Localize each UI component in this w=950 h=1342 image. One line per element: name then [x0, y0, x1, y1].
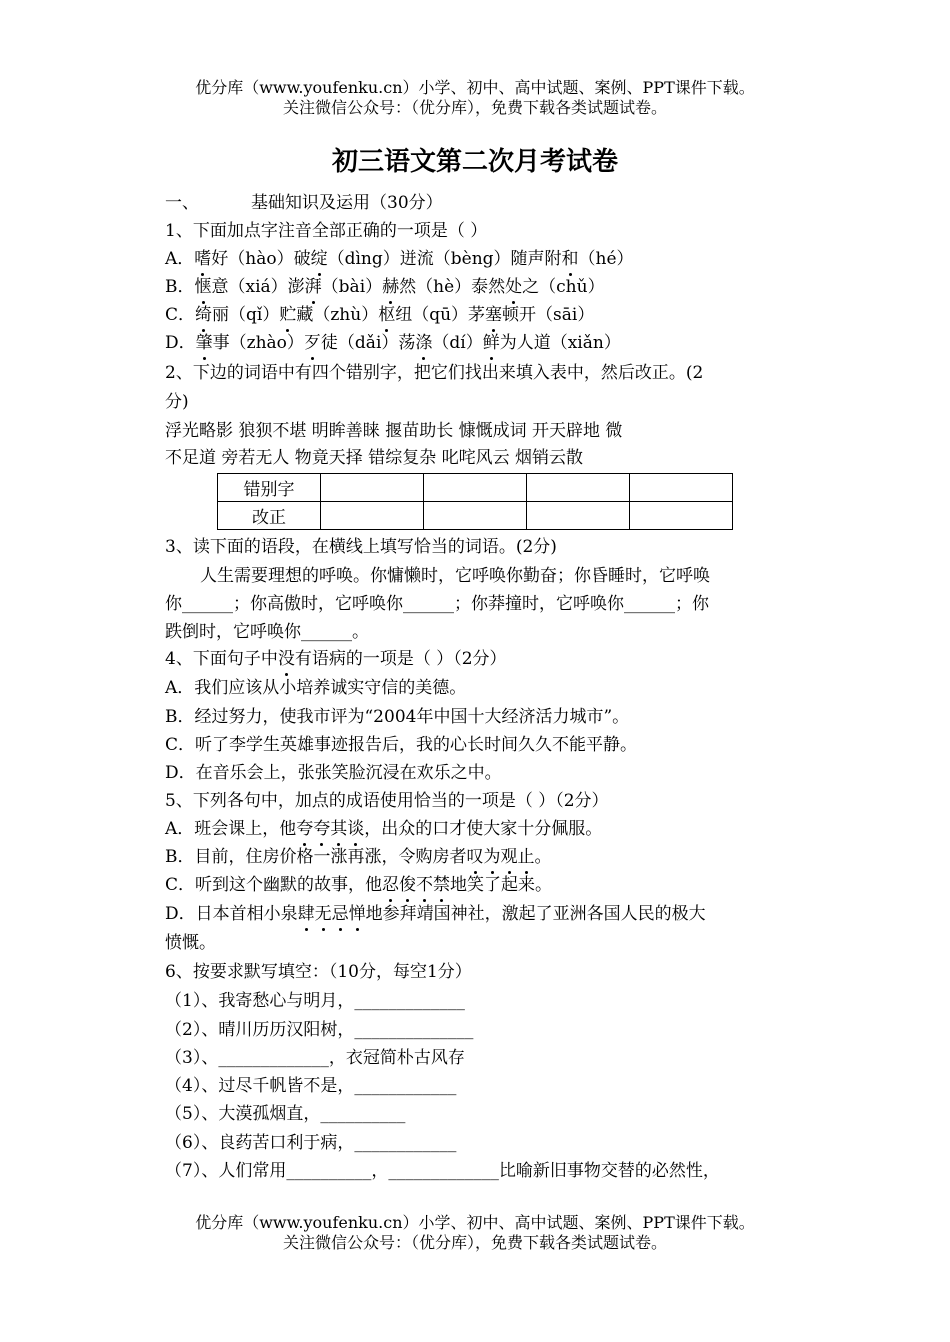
table-cell[interactable] [630, 502, 733, 530]
table-cell[interactable] [424, 502, 527, 530]
header-line-1: 优分库（www.youfenku.cn）小学、初中、高中试题、案例、PPT课件下载。 [195, 78, 755, 97]
q5-option-c: C．听到这个幽默的故事，他忍俊不禁地笑了起来。 [165, 875, 553, 895]
q6-item-4: （4）、过尽千帆皆不是，____________ [165, 1076, 457, 1096]
q3-stem: 3、读下面的语段，在横线上填写恰当的词语。(2分) [165, 537, 557, 557]
q4-option-b: B．经过努力，使我市评为“2004年中国十大经济活力城市”。 [165, 707, 630, 727]
footer-line-2: 关注微信公众号：（优分库），免费下载各类试题试卷。 [282, 1233, 667, 1252]
q4-option-a: A．我们应该从小培养诚实守信的美德。 [165, 678, 467, 698]
table-cell[interactable] [630, 474, 733, 502]
header-line-2: 关注微信公众号：（优分库），免费下载各类试题试卷。 [282, 98, 667, 117]
q5-option-b: B．目前，住房价格一涨再涨，令购房者叹为观止。 [165, 847, 552, 867]
q4-option-d: D．在音乐会上，张张笑脸沉浸在欢乐之中。 [165, 763, 502, 783]
page-title: 初三语文第二次月考试卷 [331, 147, 618, 177]
q6-item-7: （7）、人们常用__________，_____________比喻新旧事物交替的必然性， [165, 1161, 720, 1181]
footer-line-1: 优分库（www.youfenku.cn）小学、初中、高中试题、案例、PPT课件下载。 [195, 1213, 755, 1232]
q6-stem: 6、按要求默写填空：（10分，每空1分） [165, 962, 472, 982]
q3-paragraph-2: 你______；你高傲时，它呼唤你______；你莽撞时，它呼唤你______；你 [165, 594, 709, 614]
table-cell[interactable] [424, 474, 527, 502]
q6-item-3: （3）、_____________，衣冠简朴古风存 [165, 1048, 465, 1068]
q5-stem: 5、下列各句中，加点的成语使用恰当的一项是（ ）（2分） [165, 791, 609, 811]
q6-item-2: （2）、晴川历历汉阳树，______________ [165, 1020, 474, 1040]
table-cell[interactable] [527, 502, 630, 530]
table-cell[interactable] [321, 502, 424, 530]
q2-words-line-2: 不足道 旁若无人 物竟天择 错综复杂 叱咤风云 烟销云散 [165, 448, 584, 468]
q5-option-d: D．日本首相小泉肆无忌惮地参拜靖国神社，激起了亚洲各国人民的极大 [165, 904, 706, 924]
section-1-heading [165, 192, 443, 214]
table-label-correct: 改正 [218, 502, 321, 530]
table-row [218, 502, 733, 530]
q2-stem: 2、下边的词语中有四个错别字，把它们找出来填入表中，然后改正。(2 [165, 363, 704, 383]
q5-option-a: A．班会课上，他夸夸其谈，出众的口才使大家十分佩服。 [165, 819, 603, 839]
section-number: 一、 [165, 193, 199, 213]
table-row [218, 474, 733, 502]
q6-item-1: （1）、我寄愁心与明月，_____________ [165, 991, 465, 1011]
q2-stem-end: 分) [165, 392, 189, 412]
q2-words-line-1: 浮光略影 狼狈不堪 明眸善睐 揠苗助长 慷慨成词 开天辟地 微 [165, 421, 623, 441]
table-label-wrong: 错别字 [218, 474, 321, 502]
q1-option-b: B．惬意（xiá）澎湃（bài）赫然（hè）泰然处之（chǔ） [165, 277, 605, 297]
q4-stem: 4、下面句子中没有语病的一项是（ ）（2分） [165, 649, 507, 669]
q6-item-5: （5）、大漠孤烟直，__________ [165, 1104, 406, 1124]
q1-option-a: A．嗜好（hào）破绽（dìng）迸流（bèng）随声附和（hé） [165, 249, 634, 269]
q6-item-6: （6）、良药苦口利于病，____________ [165, 1133, 457, 1153]
table-cell[interactable] [321, 474, 424, 502]
q1-option-c: C．绮丽（qǐ）贮藏（zhù）枢纽（qū）茅塞顿开（sāi） [165, 305, 595, 325]
q3-paragraph-1: 人生需要理想的呼唤。你慵懒时，它呼唤你勤奋；你昏睡时，它呼唤 [200, 566, 710, 586]
table-cell[interactable] [527, 474, 630, 502]
q1-stem: 1、下面加点字注音全部正确的一项是（ ） [165, 221, 488, 241]
q3-paragraph-3: 跌倒时，它呼唤你______。 [165, 622, 369, 642]
correction-table [217, 473, 733, 530]
q1-option-d: D．肇事（zhào）歹徒（dǎi）荡涤（dí）鲜为人道（xiǎn） [165, 333, 621, 353]
q4-option-c: C．听了李学生英雄事迹报告后，我的心长时间久久不能平静。 [165, 735, 638, 755]
section-label: 基础知识及运用（30分） [251, 193, 443, 213]
q5-option-d-end: 愤慨。 [165, 933, 216, 953]
